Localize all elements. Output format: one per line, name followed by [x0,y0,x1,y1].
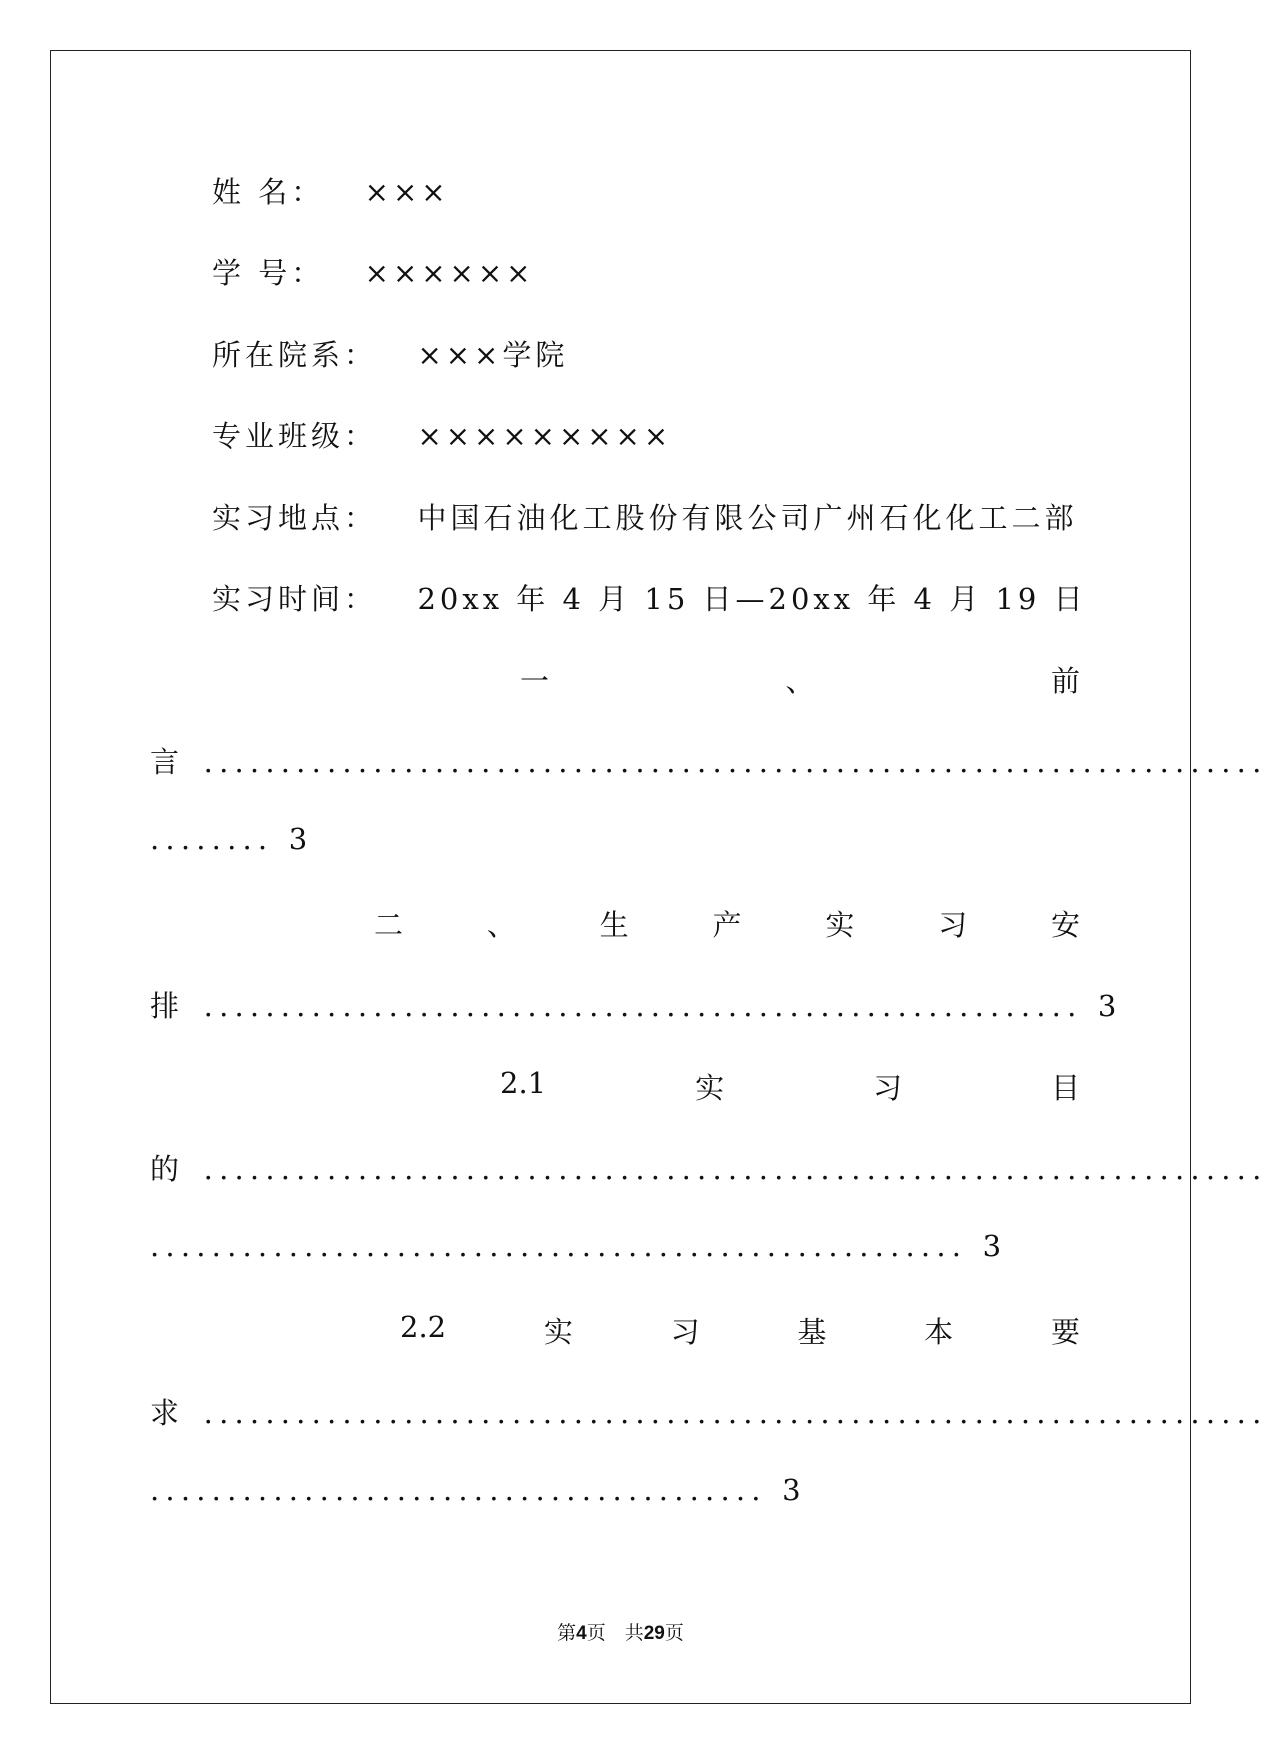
toc-entry-2-leader: 排 ......................................................... 3 [150,984,1116,1025]
place-value: 中国石油化工股份有限公司广州石化化工二部 [417,501,1078,535]
toc-2-part: 实 [825,908,855,942]
toc-3-part: 实 [695,1071,725,1105]
toc-1-part: 前 [1050,664,1080,698]
toc-entry-1-leader: 言 ..................................................................... [150,740,1090,781]
toc-2-part: 、 [486,908,516,942]
toc-3-part: 2.1 [500,1066,547,1100]
info-name [212,170,450,211]
toc-3-part: 习 [873,1071,903,1105]
dept-value: ×××学院 [417,338,569,372]
id-label: 学 号： [212,256,325,290]
info-time [212,577,1087,618]
toc-2-page: 3 [1097,989,1117,1023]
footer-pre: 第 [557,1622,577,1644]
place-label: 实习地点： [212,501,378,535]
toc-4-part: 实 [543,1315,573,1349]
toc-3-part: 目 [1050,1071,1080,1105]
toc-4-part: 本 [924,1315,954,1349]
toc-entry-4-head [400,1310,1080,1351]
toc-1-part: 、 [785,664,815,698]
toc-2-part: 安 [1050,908,1080,942]
toc-3-tail: 的 [150,1152,180,1186]
page-border [50,50,1191,1704]
toc-entry-4-page-line: ........................................ 3 [150,1473,801,1507]
toc-4-tail: 求 [150,1396,180,1430]
info-dept [212,333,568,374]
toc-4-part: 要 [1050,1315,1080,1349]
time-value: 20xx 年 4 月 15 日—20xx 年 4 月 19 日 [417,582,1087,616]
toc-entry-1-page-line: ........ 3 [150,822,308,856]
toc-4-part: 习 [670,1315,700,1349]
toc-4-part: 基 [797,1315,827,1349]
footer-mid: 页 共 [586,1622,644,1644]
footer-post: 页 [664,1622,684,1644]
class-label: 专业班级： [212,419,378,453]
info-place [212,496,1077,537]
toc-entry-3-head [500,1066,1080,1107]
footer-page-number: 4 [576,1623,587,1644]
name-label: 姓 名： [212,175,325,209]
dept-label: 所在院系： [212,338,378,372]
name-value: ××× [364,175,450,209]
toc-2-part: 二 [374,908,404,942]
toc-4-page: 3 [782,1473,801,1507]
toc-entry-1-head [520,659,1080,700]
toc-2-tail: 排 [150,989,180,1023]
time-label: 实习时间： [212,582,378,616]
toc-entry-3-page-line: ..................................................... 3 [150,1229,1002,1263]
toc-4-part: 2.2 [400,1310,447,1344]
toc-entry-4-leader: 求 ..................................................................... [150,1391,1090,1432]
page-footer [0,1618,1241,1645]
toc-2-part: 生 [599,908,629,942]
toc-1-page: 3 [288,822,308,856]
info-id [212,251,534,292]
toc-1-part: 一 [520,664,550,698]
class-value: ××××××××× [417,419,673,453]
info-class [212,414,672,455]
footer-total-pages: 29 [643,1623,665,1644]
toc-3-page: 3 [982,1229,1002,1263]
toc-2-part: 产 [712,908,742,942]
toc-entry-3-leader: 的 ..................................................................... [150,1147,1090,1188]
toc-2-part: 习 [938,908,968,942]
id-value: ×××××× [364,256,535,290]
toc-1-tail: 言 [150,745,180,779]
toc-entry-2-head [374,903,1080,944]
